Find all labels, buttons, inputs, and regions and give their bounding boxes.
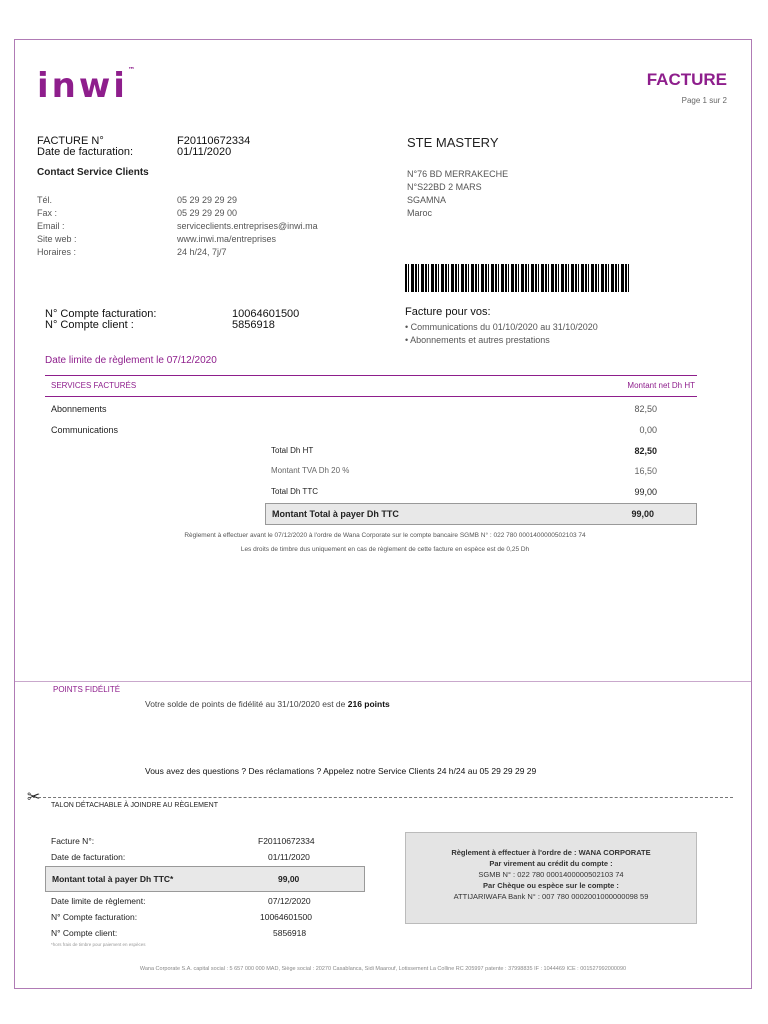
invoice-number-value: F20110672334 bbox=[177, 135, 251, 147]
total-ttc-value: 99,00 bbox=[634, 487, 657, 497]
contact-row: Site web : www.inwi.ma/entreprises bbox=[37, 234, 277, 244]
contact-row: Email : serviceclients.entreprises@inwi.ma bbox=[37, 221, 318, 231]
service-line-value: 0,00 bbox=[639, 425, 657, 435]
talon-facture-label: Facture N°: bbox=[51, 836, 95, 846]
fidelity-text: Votre solde de points de fidélité au 31/10/2020 est de 216 points bbox=[145, 699, 390, 709]
service-line-label: Communications bbox=[51, 425, 119, 435]
facture-pour-items: • Communications du 01/10/2020 au 31/10/2020 • Abonnements et autres prestations bbox=[405, 322, 598, 345]
talon-deadline-label: Date limite de règlement: bbox=[51, 896, 146, 906]
talon-billing-value: 10064601500 bbox=[260, 912, 313, 922]
tva-label: Montant TVA Dh 20 % bbox=[271, 466, 350, 475]
page-number: Page 1 sur 2 bbox=[681, 96, 727, 105]
customer-name: STE MASTERY bbox=[407, 135, 499, 150]
facture-pour-title: Facture pour vos: bbox=[405, 306, 491, 318]
invoice-date-value: 01/11/2020 bbox=[177, 146, 232, 158]
barcode bbox=[405, 264, 631, 292]
scissors-icon: ✂ bbox=[27, 789, 41, 806]
billing-account-value: 10064601500 bbox=[232, 308, 300, 320]
contact-row: Horaires : 24 h/24, 7j/7 bbox=[37, 247, 227, 257]
total-ht-label: Total Dh HT bbox=[271, 446, 314, 455]
grand-total-label: Montant Total à payer Dh TTC bbox=[272, 509, 399, 519]
divider bbox=[45, 375, 697, 376]
services-header: SERVICES FACTURÉS bbox=[51, 381, 137, 390]
service-line-label: Abonnements bbox=[51, 404, 107, 414]
cut-line bbox=[33, 797, 733, 798]
talon-facture-value: F20110672334 bbox=[258, 836, 315, 846]
customer-address: N°76 BD MERRAKECHE N°S22BD 2 MARS SGAMNA Maroc bbox=[407, 169, 509, 218]
talon-total-box bbox=[45, 866, 365, 892]
section-divider bbox=[15, 681, 751, 682]
talon-total-label: Montant total à payer Dh TTC* bbox=[52, 874, 174, 884]
talon-date-value: 01/11/2020 bbox=[268, 852, 310, 862]
invoice-page bbox=[14, 39, 752, 989]
invoice-number-label: FACTURE N° bbox=[37, 135, 104, 147]
talon-note: *hors frais de timbre pour paiement en espèces bbox=[51, 942, 146, 947]
contact-email-link[interactable]: serviceclients.entreprises@inwi.ma bbox=[177, 221, 318, 231]
invoice-date-label: Date de facturation: bbox=[37, 146, 134, 158]
tva-value: 16,50 bbox=[634, 466, 657, 476]
contact-title: Contact Service Clients bbox=[37, 167, 149, 178]
grand-total-value: 99,00 bbox=[631, 509, 654, 519]
grand-total-box bbox=[265, 503, 697, 525]
document-title: FACTURE bbox=[646, 70, 727, 89]
contact-list bbox=[37, 194, 377, 259]
fidelity-points: 216 points bbox=[347, 699, 390, 709]
footer-legal: Wana Corporate S.A. capital social : 5 657 000 000 MAD, Siège social : 20270 Casablanca, Sidi Maarouf, Lotissement La Colline RC 205997 patente : 37998835 IF : 1044469 ICE : 001527992000090 bbox=[139, 966, 627, 972]
inwi-logo: inwi™ bbox=[37, 66, 135, 106]
service-line-value: 82,50 bbox=[634, 404, 657, 414]
talon-client-label: N° Compte client: bbox=[51, 928, 118, 938]
talon-title: TALON DÉTACHABLE À JOINDRE AU RÈGLEMENT bbox=[51, 802, 218, 809]
client-account-label: N° Compte client : bbox=[45, 319, 134, 331]
legal-line-2: Les droits de timbre dus uniquement en cas de règlement de cette facture en espèce est de 0,25 Dh bbox=[240, 546, 530, 553]
total-ttc-label: Total Dh TTC bbox=[271, 487, 318, 496]
billing-account-label: N° Compte facturation: bbox=[45, 308, 157, 320]
talon-date-label: Date de facturation: bbox=[51, 852, 126, 862]
divider bbox=[45, 396, 697, 397]
amount-header: Montant net Dh HT bbox=[627, 381, 695, 390]
payment-instructions-box: Règlement à effectuer à l'ordre de : WANA CORPORATE Par virement au crédit du compte : SGMB N° : 022 780 0001400000502103 74 Par Chèque ou espèce sur le compte : ATTIJARIWAFA Bank N° : 007 780 0002001000000098 59 bbox=[405, 832, 697, 924]
total-ht-value: 82,50 bbox=[634, 446, 657, 456]
contact-row: Tél. 05 29 29 29 29 bbox=[37, 195, 238, 205]
talon-client-value: 5856918 bbox=[273, 928, 307, 938]
client-account-value: 5856918 bbox=[232, 319, 275, 331]
talon-billing-label: N° Compte facturation: bbox=[51, 912, 138, 922]
fidelity-title: POINTS FIDÉLITÉ bbox=[53, 685, 121, 694]
contact-row: Fax : 05 29 29 29 00 bbox=[37, 208, 238, 218]
contact-website-link[interactable]: www.inwi.ma/entreprises bbox=[177, 234, 277, 244]
talon-deadline-value: 07/12/2020 bbox=[268, 896, 311, 906]
talon-total-value: 99,00 bbox=[278, 874, 300, 884]
legal-line-1: Règlement à effectuer avant le 07/12/2020 à l'ordre de Wana Corporate sur le compte bancaire SGMB N° : 022 780 0001400000502103 74 bbox=[184, 532, 586, 539]
payment-deadline: Date limite de règlement le 07/12/2020 bbox=[45, 355, 217, 366]
questions-line: Vous avez des questions ? Des réclamations ? Appelez notre Service Clients 24 h/24 au 05 29 29 29 29 bbox=[145, 766, 537, 776]
